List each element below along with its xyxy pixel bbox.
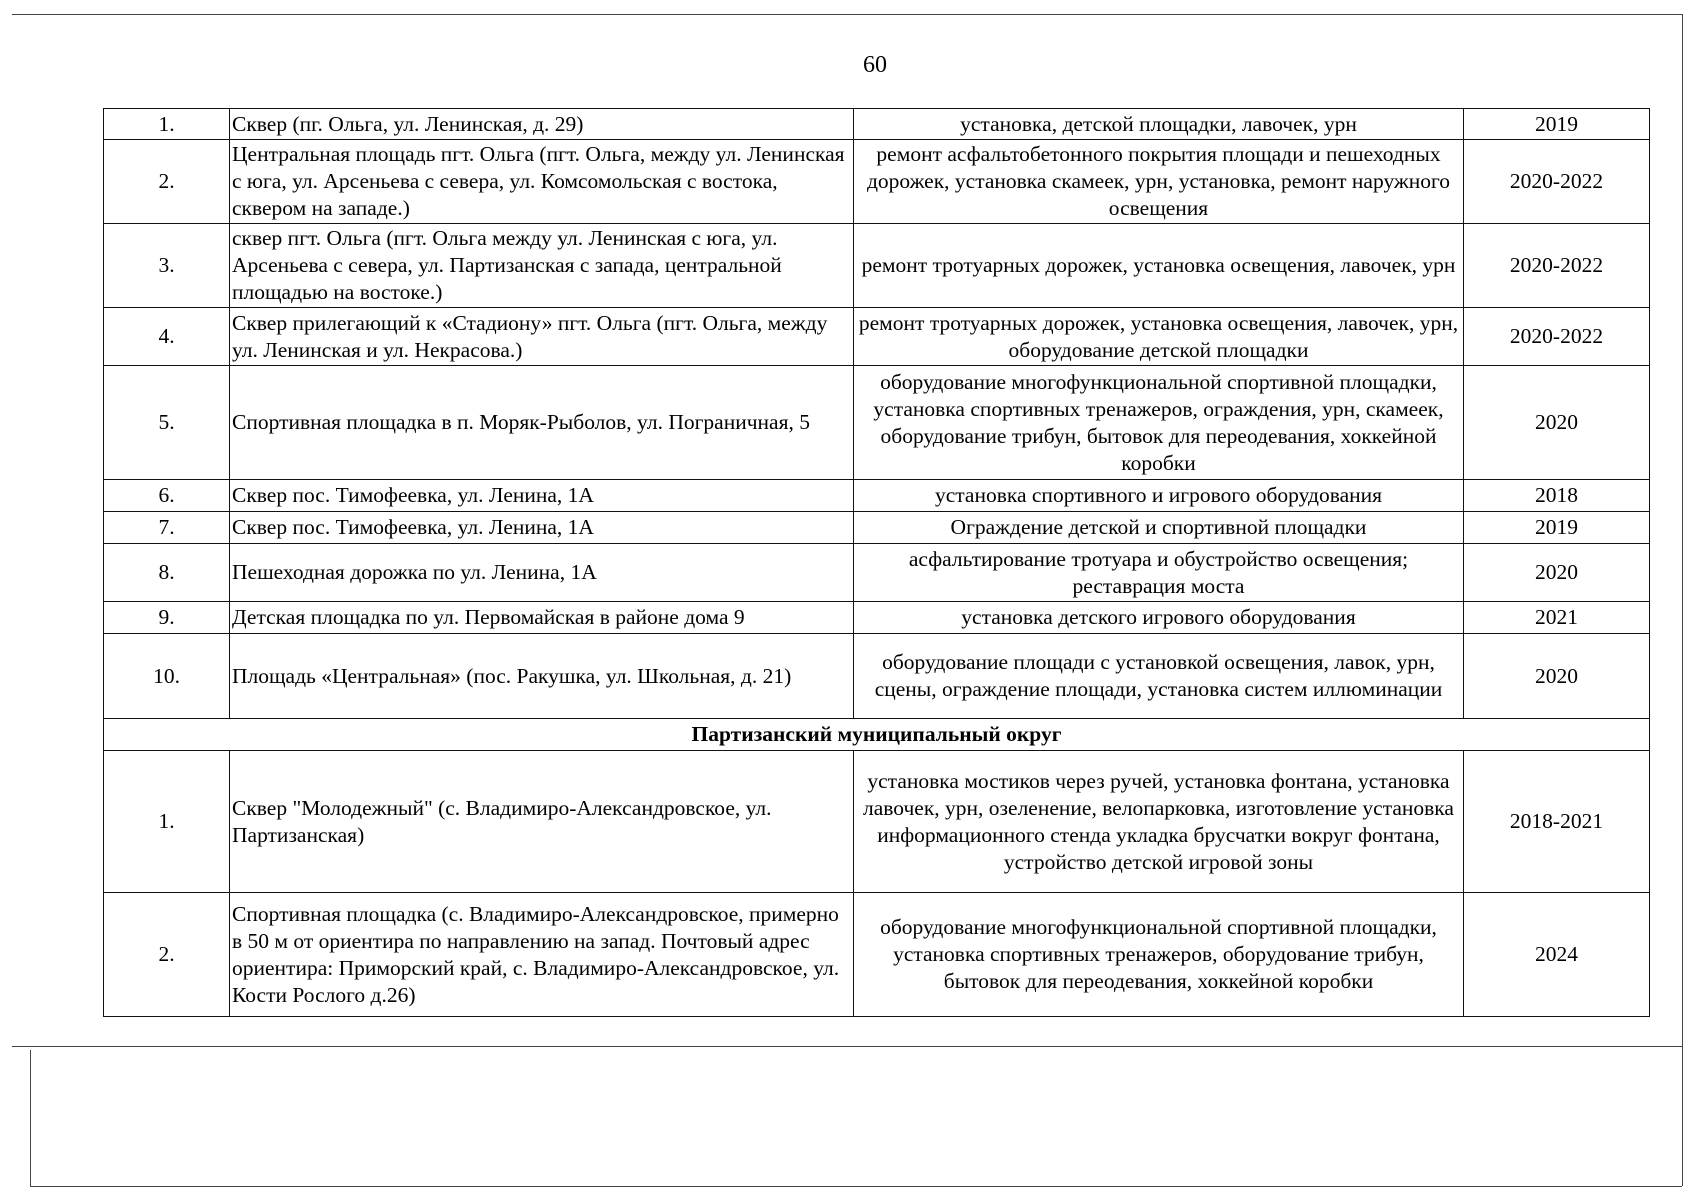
object-name: Центральная площадь пгт. Ольга (пгт. Ольга, между ул. Ленинская с юга, ул. Арсеньева с севера, ул. Комсомольская с востока, сквером на западе.) — [230, 140, 854, 224]
row-number: 10. — [104, 634, 230, 719]
work-description: установка, детской площадки, лавочек, урн — [854, 109, 1464, 140]
table-row — [104, 366, 1650, 480]
object-name: Сквер прилегающий к «Стадиону» пгт. Ольга (пгт. Ольга, между ул. Ленинская и ул. Некрасова.) — [230, 308, 854, 366]
work-description: ремонт тротуарных дорожек, установка освещения, лавочек, урн, оборудование детской площадки — [854, 308, 1464, 366]
section-header-row — [104, 719, 1650, 751]
work-description: асфальтирование тротуара и обустройство освещения; реставрация моста — [854, 544, 1464, 602]
year: 2020 — [1464, 544, 1650, 602]
row-number: 2. — [104, 893, 230, 1017]
page-top-border — [12, 14, 1682, 15]
year: 2018-2021 — [1464, 751, 1650, 893]
year: 2020 — [1464, 366, 1650, 480]
improvement-table — [103, 108, 1650, 1017]
row-number: 1. — [104, 109, 230, 140]
object-name: Спортивная площадка (с. Владимиро-Александровское, примерно в 50 м от ориентира по направлению на запад. Почтовый адрес ориентира: Приморский край, с. Владимиро-Александровское, ул. Кости Рослого д.26) — [230, 893, 854, 1017]
year: 2020 — [1464, 634, 1650, 719]
year: 2019 — [1464, 109, 1650, 140]
table-row — [104, 544, 1650, 602]
table-row — [104, 140, 1650, 224]
row-number: 3. — [104, 224, 230, 308]
row-number: 5. — [104, 366, 230, 480]
table-row — [104, 512, 1650, 544]
work-description: ремонт тротуарных дорожек, установка освещения, лавочек, урн — [854, 224, 1464, 308]
year: 2021 — [1464, 602, 1650, 634]
row-number: 4. — [104, 308, 230, 366]
year: 2020-2022 — [1464, 140, 1650, 224]
page-right-border — [1682, 14, 1683, 1186]
row-number: 7. — [104, 512, 230, 544]
table-row — [104, 308, 1650, 366]
row-number: 9. — [104, 602, 230, 634]
work-description: оборудование многофункциональной спортивной площадки, установка спортивных тренажеров, ограждения, урн, скамеек, оборудование трибун, бытовок для переодевания, хоккейной коробки — [854, 366, 1464, 480]
work-description: установка мостиков через ручей, установка фонтана, установка лавочек, урн, озеленение, велопарковка, изготовление установка информационного стенда укладка брусчатки вокруг фонтана, устройство детской игровой зоны — [854, 751, 1464, 893]
work-description: установка спортивного и игрового оборудования — [854, 480, 1464, 512]
year: 2019 — [1464, 512, 1650, 544]
page-number: 60 — [863, 52, 887, 78]
object-name: Сквер "Молодежный" (с. Владимиро-Александровское, ул. Партизанская) — [230, 751, 854, 893]
object-name: сквер пгт. Ольга (пгт. Ольга между ул. Ленинская с юга, ул. Арсеньева с севера, ул. Партизанская с запада, центральной площадью на востоке.) — [230, 224, 854, 308]
year: 2020-2022 — [1464, 308, 1650, 366]
table-row — [104, 893, 1650, 1017]
object-name: Сквер пос. Тимофеевка, ул. Ленина, 1А — [230, 480, 854, 512]
row-number: 8. — [104, 544, 230, 602]
object-name: Спортивная площадка в п. Моряк-Рыболов, ул. Пограничная, 5 — [230, 366, 854, 480]
table-row — [104, 634, 1650, 719]
object-name: Сквер пос. Тимофеевка, ул. Ленина, 1А — [230, 512, 854, 544]
row-number: 6. — [104, 480, 230, 512]
table-row — [104, 109, 1650, 140]
page-bottom-border — [30, 1186, 1682, 1187]
object-name: Пешеходная дорожка по ул. Ленина, 1А — [230, 544, 854, 602]
work-description: оборудование площади с установкой освещения, лавок, урн, сцены, ограждение площади, установка систем иллюминации — [854, 634, 1464, 719]
page-left-border — [30, 1050, 31, 1186]
year: 2024 — [1464, 893, 1650, 1017]
row-number: 1. — [104, 751, 230, 893]
work-description: ремонт асфальтобетонного покрытия площади и пешеходных дорожек, установка скамеек, урн, установка, ремонт наружного освещения — [854, 140, 1464, 224]
page-mid-border — [12, 1046, 1682, 1047]
table-row — [104, 480, 1650, 512]
year: 2020-2022 — [1464, 224, 1650, 308]
section-title: Партизанский муниципальный округ — [104, 719, 1650, 751]
work-description: Ограждение детской и спортивной площадки — [854, 512, 1464, 544]
table-row — [104, 751, 1650, 893]
row-number: 2. — [104, 140, 230, 224]
object-name: Сквер (пг. Ольга, ул. Ленинская, д. 29) — [230, 109, 854, 140]
table-row — [104, 602, 1650, 634]
work-description: установка детского игрового оборудования — [854, 602, 1464, 634]
table-row — [104, 224, 1650, 308]
work-description: оборудование многофункциональной спортивной площадки, установка спортивных тренажеров, оборудование трибун, бытовок для переодевания, хоккейной коробки — [854, 893, 1464, 1017]
object-name: Детская площадка по ул. Первомайская в районе дома 9 — [230, 602, 854, 634]
object-name: Площадь «Центральная» (пос. Ракушка, ул. Школьная, д. 21) — [230, 634, 854, 719]
year: 2018 — [1464, 480, 1650, 512]
